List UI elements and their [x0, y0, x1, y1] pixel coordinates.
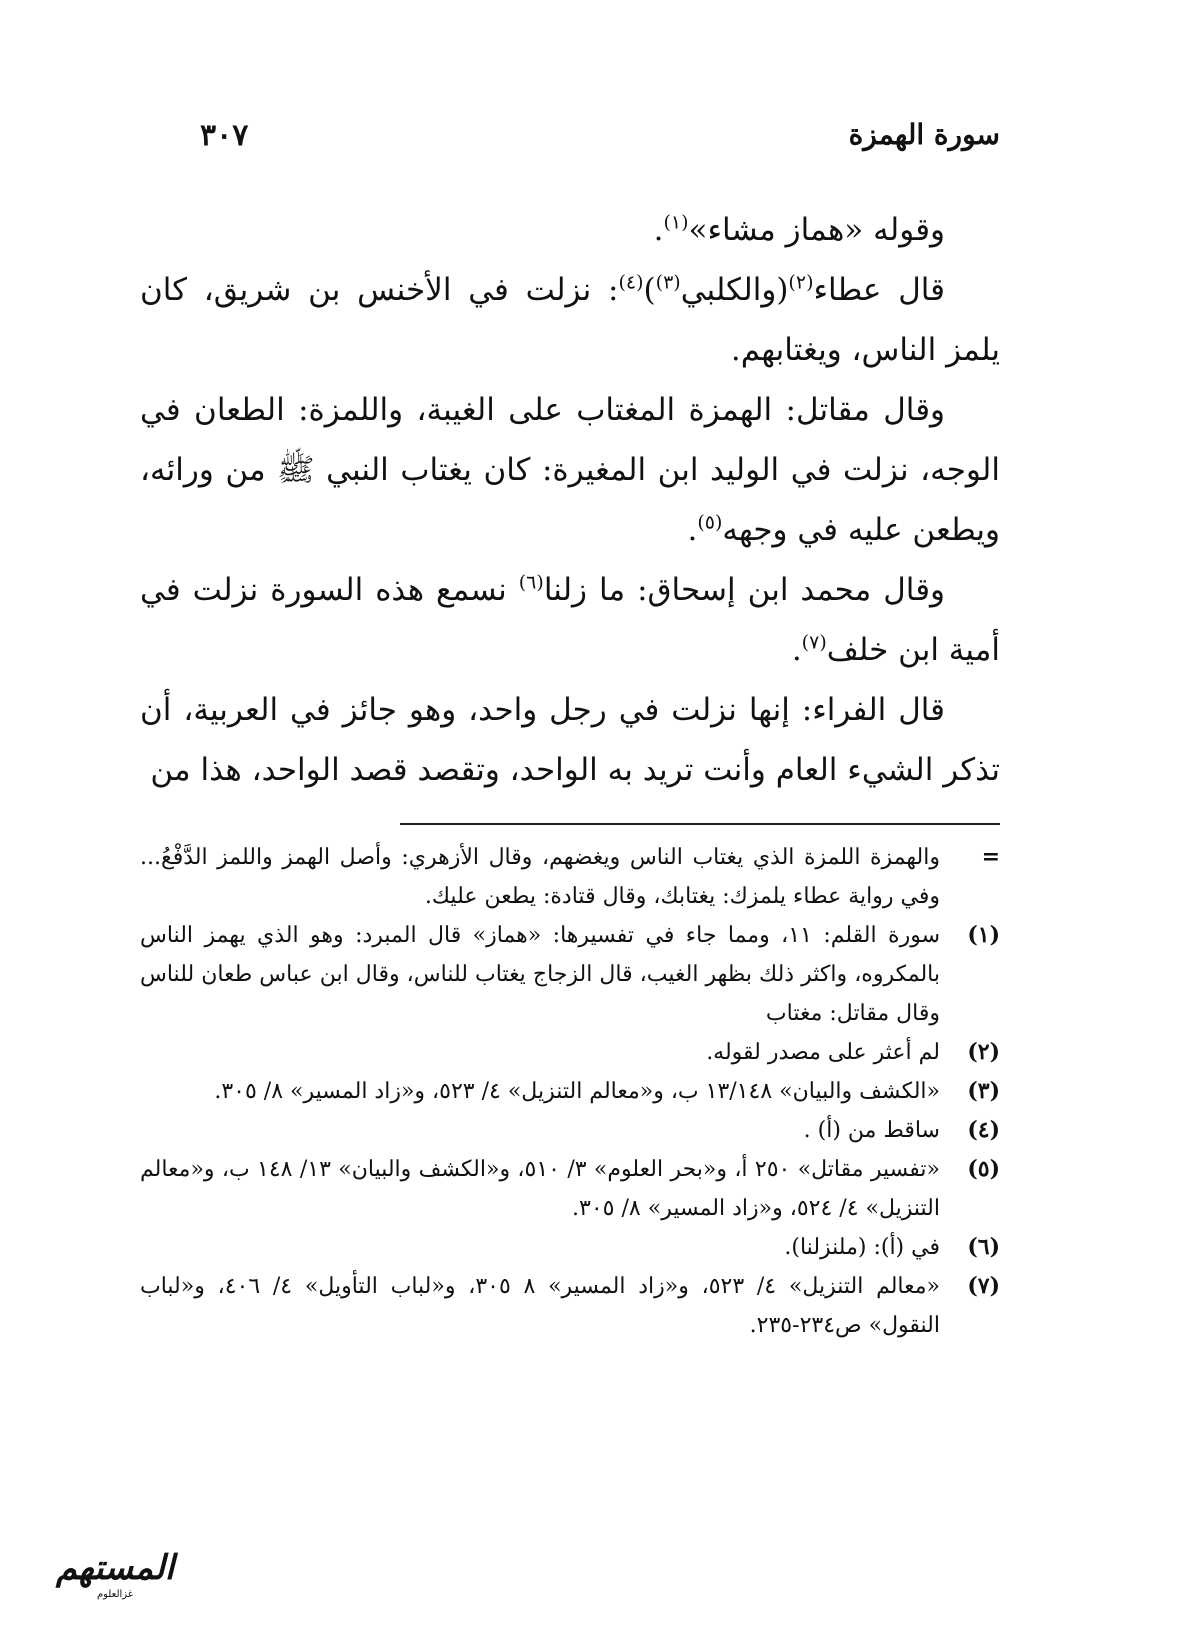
paragraph: وقال مقاتل: الهمزة المغتاب على الغيبة، واللمزة: الطعان في الوجه، نزلت في الوليد ابن المغيرة: كان يغتاب النبي ﷺ من ورائه، ويطعن عليه في وجهه$^{(٥)}$. — [140, 392, 1000, 548]
footnote-ref: (٢) — [788, 271, 814, 294]
footnote-ref: (٧) — [801, 631, 827, 654]
footnote-ref: (٣) — [655, 271, 681, 294]
footnote-text: سورة القلم: ١١، ومما جاء في تفسيرها: «هماز» قال المبرد: وهو الذي يهمز الناس بالمكروه، واكثر ذلك بظهر الغيب، قال الزجاج يغتاب للناس، وقال ابن عباس طعان للناس وقال مقاتل: مغتاب — [140, 923, 941, 1026]
footnote-ref: (٦) — [518, 571, 544, 594]
page-header — [200, 118, 1000, 168]
footnote-marker: (٤) — [967, 1117, 1000, 1143]
page-number: ٣٠٧ — [200, 118, 249, 153]
paragraph: قال الفراء: إنها نزلت في رجل واحد، وهو جائز في العربية، أن تذكر الشيء العام وأنت تريد به الواحد، وتقصد قصد الواحد، هذا من — [140, 692, 1000, 788]
paragraph: قال عطاء$^{(٢)}$(والكلبي$^{(٣)}$)$^{(٤)}$: نزلت في الأخنس بن شريق، كان يلمز الناس، ويغتابهم. — [140, 271, 1000, 368]
footnote — [140, 1111, 1000, 1150]
surah-title: سورة الهمزة — [848, 118, 1000, 151]
footnote-continuation — [140, 838, 1000, 916]
footnote-text: لم أعثر على مصدر لقوله. — [706, 1040, 940, 1065]
footnote-ref: (٥) — [697, 511, 723, 534]
footnote-marker: (٢) — [967, 1039, 1000, 1065]
footnote-marker: (١) — [967, 922, 1000, 948]
footnote-divider — [400, 823, 1000, 825]
footnote — [140, 1267, 1000, 1345]
footnote-text: ساقط من (أ) . — [803, 1118, 940, 1143]
footnote — [140, 1150, 1000, 1228]
footnote-text: والهمزة اللمزة الذي يغتاب الناس ويغضهم، وقال الأزهري: وأصل الهمز واللمز الدَّفْعُ... وفي رواية عطاء يلمزك: يغتابك، وقال قتادة: يطعن عليك. — [140, 845, 940, 909]
logo-subtext: غزالعلوم — [96, 1589, 134, 1600]
footnote — [140, 1072, 1000, 1111]
footnotes — [140, 838, 1000, 1345]
footnote-marker: = — [981, 844, 1000, 870]
paragraph: وقال محمد ابن إسحاق: ما زلنا$^{(٦)}$ نسمع هذه السورة نزلت في أمية ابن خلف$^{(٧)}$. — [140, 571, 1000, 668]
footnote-marker: (٥) — [967, 1156, 1000, 1182]
footnote — [140, 1228, 1000, 1267]
footnote-ref: (١) — [663, 211, 689, 234]
paragraph: وقوله «هماز مشاء»$^{(١)}$. — [653, 211, 945, 248]
footnote-ref: (٤) — [618, 271, 644, 294]
watermark-logo — [55, 1548, 175, 1618]
footnote-text: «معالم التنزيل» ٤/ ٥٢٣، و«زاد المسير» ٨ ٣٠٥، و«لباب التأويل» ٤/ ٤٠٦، و«لباب النقول» ص٢٣٤-٢٣٥. — [140, 1274, 940, 1338]
footnote-marker: (٣) — [967, 1078, 1000, 1104]
logo-text: المستهم — [55, 1548, 175, 1588]
main-text — [140, 200, 1000, 800]
footnote — [140, 1033, 1000, 1072]
footnote-text: «تفسير مقاتل» ٢٥٠ أ، و«بحر العلوم» ٣/ ٥١٠، و«الكشف والبيان» ١٣/ ١٤٨ ب، و«معالم التنزيل» ٤/ ٥٢٤، و«زاد المسير» ٨/ ٣٠٥. — [140, 1157, 941, 1221]
footnote-marker: (٦) — [967, 1234, 1000, 1260]
footnote — [140, 916, 1000, 1033]
footnote-text: «الكشف والبيان» ١٣/١٤٨ ب، و«معالم التنزيل» ٤/ ٥٢٣، و«زاد المسير» ٨/ ٣٠٥. — [214, 1079, 940, 1104]
footnote-text: في (أ): (ملنزلنا). — [784, 1235, 940, 1260]
footnote-marker: (٧) — [967, 1273, 1000, 1299]
